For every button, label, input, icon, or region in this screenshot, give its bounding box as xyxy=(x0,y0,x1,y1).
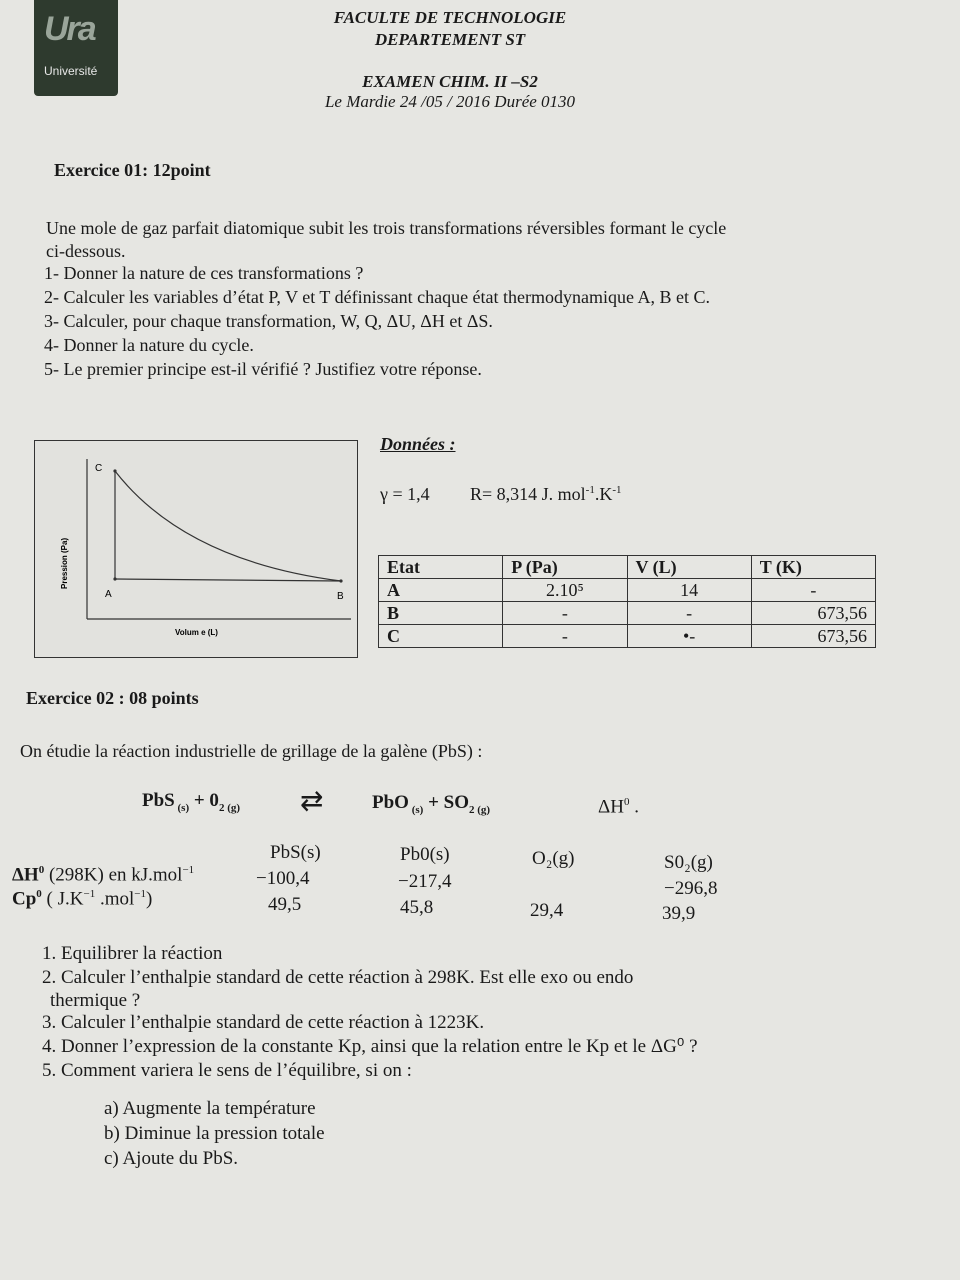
table-cell: •- xyxy=(627,625,751,648)
donnees-title: Données : xyxy=(380,434,456,454)
label-part: ( J.K xyxy=(41,888,84,910)
exam-date: Le Mardie 24 /05 / 2016 Durée 0130 xyxy=(324,92,576,111)
exercise-2-intro: On étudie la réaction industrielle de grillage de la galène (PbS) : xyxy=(20,741,483,761)
thermo-header: PbS(s) xyxy=(270,842,321,863)
exercise-1-question: 2- Calculer les variables d’état P, V et T définissant chaque état thermodynamique A, B et C. xyxy=(44,287,711,307)
exercise-1-question: 5- Le premier principe est-il vérifié ? Justifiez votre réponse. xyxy=(44,359,482,379)
label-sup: 0 xyxy=(38,864,45,876)
exercise-2-question: 4. Donner l’expression de la constante Kp, ainsi que la relation entre le Kp et le ΔG⁰ ? xyxy=(42,1036,698,1057)
point-b xyxy=(339,579,342,582)
exercise-2-subquestion: a) Augmente la température xyxy=(104,1098,316,1119)
label-a: A xyxy=(105,589,112,600)
exercise-2-title: Exercice 02 : 08 points xyxy=(26,688,199,708)
label-part: (298K) en kJ.mol xyxy=(44,864,183,886)
label-part: ) xyxy=(146,888,153,910)
x-axis-label: Volum e (L) xyxy=(175,628,218,637)
exercise-2-subquestion: b) Diminue la pression totale xyxy=(104,1123,325,1144)
table-header: Etat xyxy=(379,556,503,579)
table-row xyxy=(379,602,876,625)
exercise-2-question: thermique ? xyxy=(50,990,141,1011)
eq-state: (g) xyxy=(224,801,241,814)
exercise-1-question: 4- Donner la nature du cycle. xyxy=(44,335,254,355)
thermo-value: −217,4 xyxy=(398,871,452,892)
pv-cycle-diagram xyxy=(34,440,358,658)
exercise-1-title: Exercice 01: 12point xyxy=(54,160,211,180)
label-part: Cp xyxy=(12,888,37,910)
thermo-value: −100,4 xyxy=(256,868,310,889)
table-cell: - xyxy=(503,625,627,648)
exercise-2-question: 2. Calculer l’enthalpie standard de cette réaction à 298K. Est elle exo ou endo xyxy=(42,967,634,988)
eq-state: (s) xyxy=(174,801,190,814)
label-sup: −1 xyxy=(134,888,146,900)
thermo-value: 45,8 xyxy=(400,897,434,918)
thermo-value: −296,8 xyxy=(664,878,718,899)
table-cell: 2.10⁵ xyxy=(503,579,627,602)
table-header-row xyxy=(379,556,876,579)
table-cell: - xyxy=(627,602,751,625)
table-header: T (K) xyxy=(751,556,875,579)
label-part: ΔH xyxy=(12,864,39,886)
table-row xyxy=(379,625,876,648)
reaction-products xyxy=(372,792,490,816)
r-exp-1: -1 xyxy=(585,484,595,496)
label-sup: 0 xyxy=(36,888,42,900)
label-b: B xyxy=(337,591,344,602)
label-part: .mol xyxy=(95,888,135,910)
thermo-header: Pb0(s) xyxy=(400,844,450,865)
label-c: C xyxy=(95,463,103,474)
table-cell: - xyxy=(503,602,627,625)
exercise-2-question: 5. Comment variera le sens de l’équilibre, si on : xyxy=(42,1060,412,1081)
thermo-value: 49,5 xyxy=(268,894,302,915)
line-a-to-b xyxy=(115,579,341,581)
eq-plus: + SO xyxy=(423,792,469,813)
exam-title: EXAMEN CHIM. II –S2 xyxy=(362,72,538,91)
eq-dh: ΔH xyxy=(598,796,624,818)
exercise-2-questions xyxy=(42,942,698,1083)
label-sup: −1 xyxy=(83,888,96,900)
thermo-row-label-cp xyxy=(12,888,152,910)
department-title: DEPARTEMENT ST xyxy=(374,30,526,49)
state-table xyxy=(378,555,876,648)
exercise-1-intro-line1: Une mole de gaz parfait diatomique subit les trois transformations réversibles formant le cycle xyxy=(46,218,727,238)
table-row xyxy=(379,579,876,602)
label-sup: −1 xyxy=(182,864,195,876)
university-logo xyxy=(34,0,118,96)
table-header: V (L) xyxy=(627,556,751,579)
table-cell: A xyxy=(379,579,503,602)
exercise-1-question: 3- Calculer, pour chaque transformation, W, Q, ΔU, ΔH et ΔS. xyxy=(44,311,493,331)
exercise-1-questions xyxy=(44,261,710,381)
eq-plus: + 0 xyxy=(189,790,219,811)
point-c xyxy=(113,469,116,472)
exercise-2-subquestion: c) Ajoute du PbS. xyxy=(104,1148,239,1169)
point-a xyxy=(113,577,116,580)
table-header: P (Pa) xyxy=(503,556,627,579)
thermo-value: 29,4 xyxy=(530,900,564,921)
thermo-header: O₂(g) xyxy=(532,848,575,869)
faculty-title: FACULTE DE TECHNOLOGIE xyxy=(333,8,567,27)
logo-text: Université xyxy=(44,64,98,78)
eq-sub: 2 xyxy=(218,801,225,814)
table-cell: B xyxy=(379,602,503,625)
reaction-equation xyxy=(142,790,240,814)
r-unit-k: .K xyxy=(594,484,613,504)
equilibrium-arrow-icon: ⇄ xyxy=(300,786,324,817)
gamma-value: γ = 1,4 xyxy=(380,484,430,504)
r-constant xyxy=(470,484,622,505)
pv-cycle-svg xyxy=(35,441,357,657)
table-cell: C xyxy=(379,625,503,648)
thermo-row-label-dh xyxy=(12,864,194,886)
eq-dh-sup: 0 xyxy=(623,796,630,808)
r-exp-2: -1 xyxy=(612,484,622,496)
logo-mark-icon: Ura xyxy=(44,10,95,48)
exercise-2-subquestions xyxy=(104,1096,325,1171)
curve-c-to-b xyxy=(115,471,341,581)
eq-state: (g) xyxy=(474,803,491,816)
exercise-1-intro-line2: ci-dessous. xyxy=(46,241,126,261)
table-cell: 14 xyxy=(627,579,751,602)
eq-product-pbo: PbO xyxy=(372,792,409,813)
eq-state: (s) xyxy=(408,803,424,816)
table-cell: 673,56 xyxy=(751,625,875,648)
reaction-enthalpy xyxy=(598,796,639,818)
eq-sub: 2 xyxy=(469,803,475,816)
eq-dh-end: . xyxy=(629,796,639,818)
eq-reactant-pbs: PbS xyxy=(142,790,175,811)
y-axis-label: Pression (Pa) xyxy=(60,537,69,589)
thermo-value: 39,9 xyxy=(662,903,696,924)
thermo-header: S0₂(g) xyxy=(664,852,713,873)
exercise-2-question: 1. Equilibrer la réaction xyxy=(42,943,223,964)
table-cell: 673,56 xyxy=(751,602,875,625)
r-constant-value: R= 8,314 J. mol xyxy=(470,484,586,504)
exercise-2-question: 3. Calculer l’enthalpie standard de cette réaction à 1223K. xyxy=(42,1012,485,1033)
table-cell: - xyxy=(751,579,875,602)
exercise-1-question: 1- Donner la nature de ces transformations ? xyxy=(44,263,364,283)
